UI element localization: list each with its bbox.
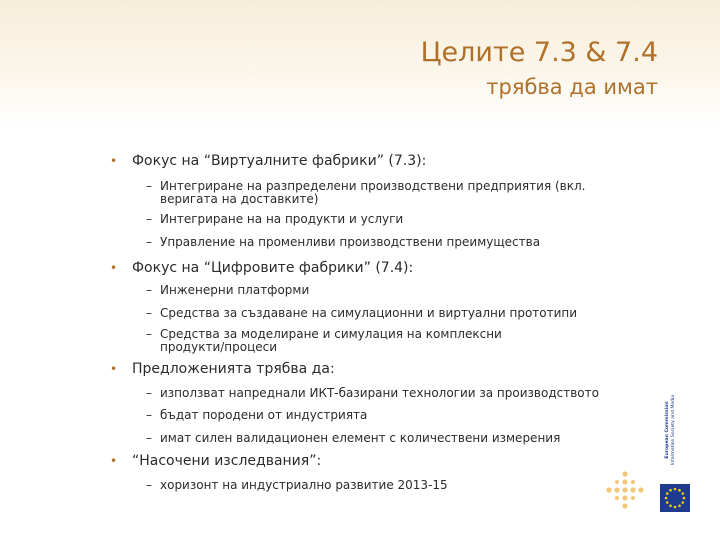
dash: – — [146, 179, 152, 193]
bullet-text: Предложенията трябва да: — [132, 361, 335, 377]
dash: – — [146, 306, 152, 320]
sub-item-text: Управление на променливи производствени преимущества — [160, 235, 541, 249]
slide-title: Целите 7.3 & 7.4 — [420, 37, 658, 68]
bullet-dot: • — [110, 362, 118, 376]
dash: – — [146, 431, 152, 445]
eu-flag-icon — [660, 484, 690, 512]
bullet-text: “Насочени изследвания”: — [132, 453, 322, 469]
bullet-dot: • — [110, 454, 118, 468]
bullet-text: Фокус на “Цифровите фабрики” (7.4): — [132, 260, 414, 276]
sub-item-text: Интегриране на на продукти и услуги — [160, 212, 404, 226]
dash: – — [146, 235, 152, 249]
bullet-dot: • — [110, 261, 118, 275]
eu-logo-line2: Information Society and Media — [671, 394, 676, 466]
decorative-cross-icon — [605, 468, 645, 518]
dash: – — [146, 478, 152, 492]
eu-logo-text — [663, 374, 675, 486]
dash: – — [146, 212, 152, 226]
sub-item-text: Интегриране на разпределени производствени предприятия (вкл. веригата на доставките) — [160, 179, 586, 206]
dash: – — [146, 327, 152, 341]
sub-item-text: Средства за създаване на симулационни и виртуални прототипи — [160, 306, 578, 320]
sub-item-text: имат силен валидационен елемент с количествени измерения — [160, 431, 561, 445]
bullet-dot: • — [110, 154, 118, 168]
sub-item-text: използват напреднали ИКТ-базирани технологии за производството — [160, 386, 599, 400]
bullet-text: Фокус на “Виртуалните фабрики” (7.3): — [132, 153, 427, 169]
dash: – — [146, 283, 152, 297]
sub-item-text: хоризонт на индустриално развитие 2013-15 — [160, 478, 448, 492]
dash: – — [146, 408, 152, 422]
sub-item-text: бъдат породени от индустрията — [160, 408, 368, 422]
sub-item-text: Средства за моделиране и симулация на комплексни продукти/процеси — [160, 327, 502, 354]
dash: – — [146, 386, 152, 400]
slide-subtitle: трябва да имат — [486, 75, 658, 99]
sub-item-text: Инженерни платформи — [160, 283, 310, 297]
eu-logo-line1: European Commission — [665, 401, 670, 459]
